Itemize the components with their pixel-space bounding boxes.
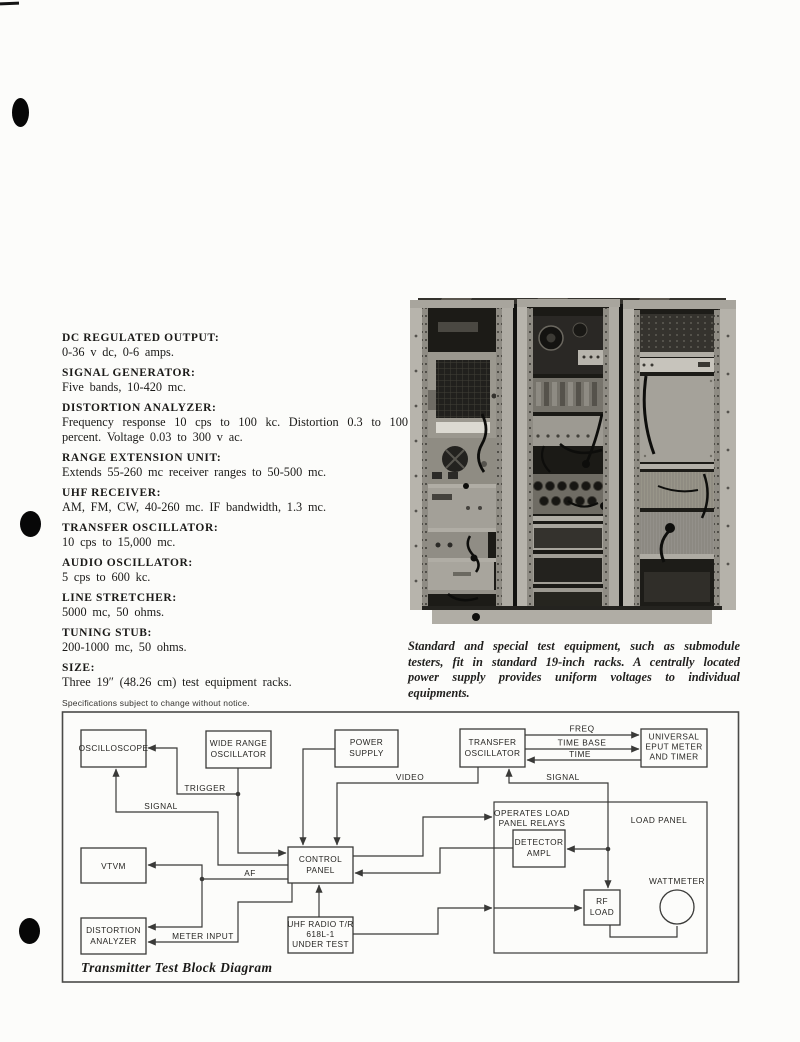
spec-item	[62, 661, 408, 690]
spec-body: Three 19″ (48.26 cm) test equipment racks.	[62, 675, 292, 689]
signal-left-label: SIGNAL	[144, 801, 178, 811]
spec-body: 0-36 v dc, 0-6 amps.	[62, 345, 174, 359]
svg-text:618L-1: 618L-1	[306, 929, 335, 939]
spec-heading: TUNING STUB:	[62, 627, 152, 639]
svg-text:TRANSFER: TRANSFER	[468, 737, 517, 747]
transmitter-test-block-diagram	[55, 702, 745, 994]
svg-text:OSCILLATOR: OSCILLATOR	[464, 748, 521, 758]
trigger-label: TRIGGER	[184, 783, 226, 793]
spec-body: 10 cps to 15,000 mc.	[62, 535, 176, 549]
load-panel-label: LOAD PANEL	[630, 815, 688, 825]
spec-body: 200-1000 mc, 50 ohms.	[62, 640, 187, 654]
meter-input-label: METER INPUT	[172, 931, 234, 941]
spec-heading: UHF RECEIVER:	[62, 487, 162, 499]
video-label: VIDEO	[395, 772, 425, 782]
time-label: TIME	[569, 749, 591, 759]
svg-text:UNDER TEST: UNDER TEST	[292, 939, 349, 949]
operates-load-label-2: PANEL RELAYS	[498, 818, 566, 828]
operates-load-label-1: OPERATES LOAD	[494, 808, 570, 818]
svg-text:OSCILLOSCOPE: OSCILLOSCOPE	[78, 743, 149, 753]
svg-text:AND TIMER: AND TIMER	[649, 751, 699, 762]
spec-body: Frequency response 10 cps to 100 kc. Distortion 0.3 to 100 percent. Voltage 0.03 to 300 v ac.	[62, 415, 408, 444]
svg-text:RF: RF	[596, 896, 608, 906]
scan-artifact-mark	[0, 2, 19, 6]
spec-heading: SIZE:	[62, 662, 96, 674]
spec-heading: LINE STRETCHER:	[62, 592, 177, 604]
plinth-hole	[472, 613, 480, 621]
spec-item	[62, 401, 408, 445]
specifications-list	[62, 331, 408, 708]
freq-label: FREQ	[569, 723, 595, 734]
spec-heading: AUDIO OSCILLATOR:	[62, 557, 193, 569]
time-base-label: TIME BASE	[557, 737, 607, 748]
svg-text:PANEL: PANEL	[306, 865, 335, 875]
footnote: Specifications subject to change without notice.	[62, 698, 250, 708]
svg-text:UHF RADIO T/R: UHF RADIO T/R	[287, 919, 354, 929]
svg-text:AMPL: AMPL	[526, 848, 552, 858]
diagram-boxes	[79, 729, 707, 954]
spec-item	[62, 366, 408, 395]
svg-text:VTVM: VTVM	[101, 861, 126, 871]
spec-item	[62, 331, 408, 360]
equipment-racks-photo	[408, 296, 736, 630]
svg-text:ANALYZER: ANALYZER	[90, 936, 137, 946]
svg-text:CONTROL: CONTROL	[298, 854, 343, 864]
svg-text:DISTORTION: DISTORTION	[86, 925, 141, 935]
signal-right-label: SIGNAL	[546, 772, 580, 782]
spec-body: AM, FM, CW, 40-260 mc. IF bandwidth, 1.3 mc.	[62, 500, 327, 514]
af-label: AF	[244, 868, 256, 878]
left-rack-equipment	[424, 322, 500, 600]
photo-caption: Standard and special test equipment, such as submodule testers, fit in standard 19-inch racks. A centrally located power supply provides uniform voltages to individual equipments.	[408, 639, 740, 700]
svg-text:UNIVERSAL: UNIVERSAL	[648, 731, 700, 742]
spec-item	[62, 521, 408, 550]
spec-heading: RANGE EXTENSION UNIT:	[62, 452, 222, 464]
svg-text:LOAD: LOAD	[589, 907, 615, 917]
svg-text:DETECTOR: DETECTOR	[514, 837, 564, 847]
svg-text:WIDE RANGE: WIDE RANGE	[209, 738, 268, 748]
punch-hole-bottom	[19, 918, 40, 944]
spec-heading: TRANSFER OSCILLATOR:	[62, 522, 219, 534]
svg-text:POWER: POWER	[349, 737, 384, 747]
svg-text:EPUT METER: EPUT METER	[645, 741, 703, 752]
svg-text:OSCILLATOR: OSCILLATOR	[210, 749, 267, 759]
spec-item	[62, 486, 408, 515]
punch-hole-middle	[20, 511, 41, 537]
spec-body: Five bands, 10-420 mc.	[62, 380, 186, 394]
spec-item	[62, 591, 408, 620]
spec-item	[62, 451, 408, 480]
spec-heading: DISTORTION ANALYZER:	[62, 402, 217, 414]
spec-item	[62, 556, 408, 585]
spec-heading: SIGNAL GENERATOR:	[62, 367, 196, 379]
spec-heading: DC REGULATED OUTPUT:	[62, 332, 220, 344]
spec-body: 5 cps to 600 kc.	[62, 570, 151, 584]
svg-text:SUPPLY: SUPPLY	[349, 748, 384, 758]
spec-body: Extends 55-260 mc receiver ranges to 50-500 mc.	[62, 465, 327, 479]
spec-item	[62, 626, 408, 655]
diagram-title: Transmitter Test Block Diagram	[81, 960, 273, 975]
wattmeter-circle	[660, 890, 694, 924]
punch-hole-top	[12, 98, 29, 127]
spec-body: 5000 mc, 50 ohms.	[62, 605, 165, 619]
wattmeter-label: WATTMETER	[648, 876, 706, 886]
